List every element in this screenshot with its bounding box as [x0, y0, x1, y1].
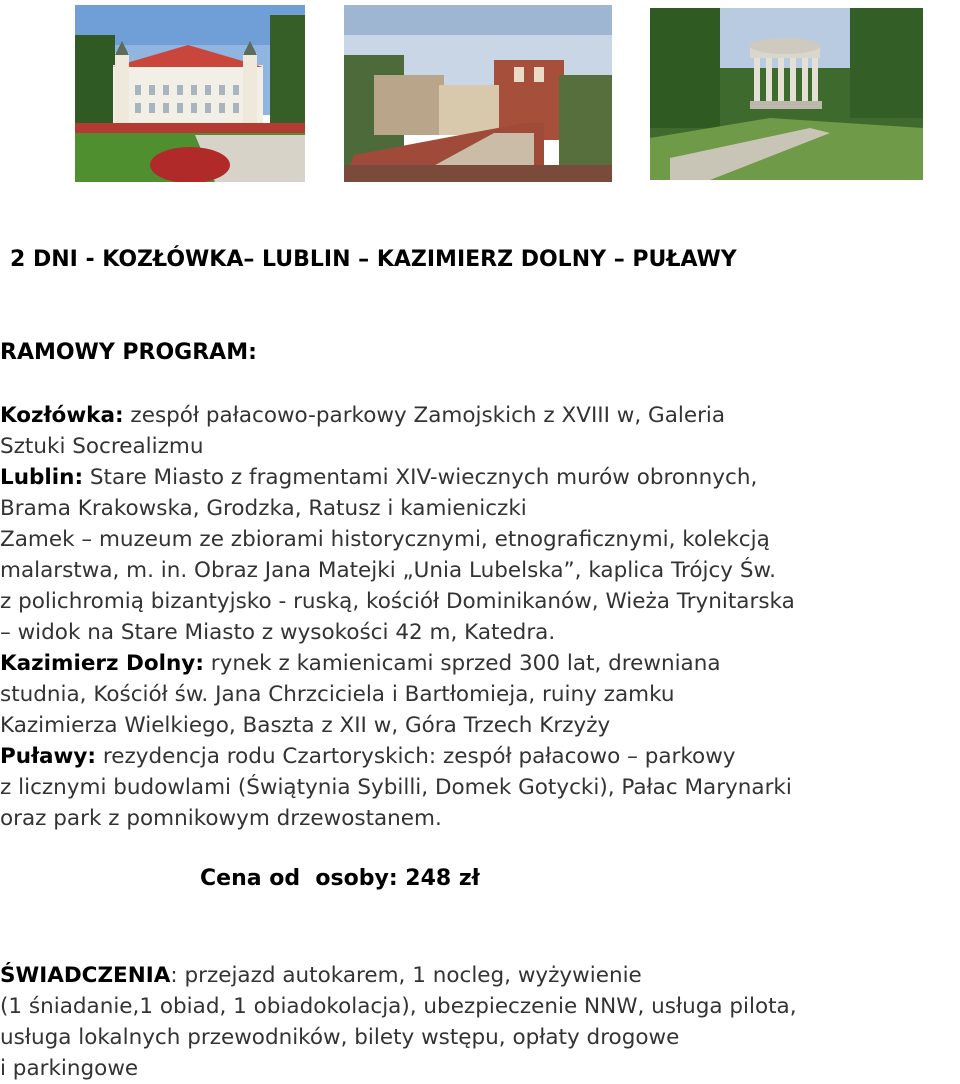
place-label: Puławy:	[0, 744, 97, 769]
program-line: studnia, Kościół św. Jana Chrzciciela i Bartłomieja, ruiny zamku	[0, 682, 675, 707]
photo-kozlowka-palace	[75, 5, 305, 182]
program-line: Zamek – muzeum ze zbiorami historycznymi, etnograficznymi, kolekcją	[0, 527, 770, 552]
services-text	[0, 960, 960, 1084]
program-line: z polichromią bizantyjsko - ruską, kościół Dominikanów, Wieża Trynitarska	[0, 589, 795, 614]
program-heading: RAMOWY PROGRAM:	[0, 340, 257, 365]
place-label: Lublin:	[0, 465, 84, 490]
place-label: Kozłówka:	[0, 403, 124, 428]
page-title: 2 DNI - KOZŁÓWKA– LUBLIN – KAZIMIERZ DOLNY – PUŁAWY	[10, 247, 737, 272]
program-line: oraz park z pomnikowym drzewostanem.	[0, 806, 442, 831]
temple-illustration	[650, 8, 923, 180]
program-line: Kazimierza Wielkiego, Baszta z XII w, Góra Trzech Krzyży	[0, 713, 611, 738]
program-line: Lublin: Stare Miasto z fragmentami XIV-wiecznych murów obronnych,	[0, 465, 758, 490]
palace-illustration	[75, 5, 305, 182]
services-heading: ŚWIADCZENIA	[0, 963, 171, 988]
services-line: ŚWIADCZENIA: przejazd autokarem, 1 nocleg, wyżywienie	[0, 963, 642, 988]
program-line: – widok na Stare Miasto z wysokości 42 m, Katedra.	[0, 620, 556, 645]
services-line: (1 śniadanie,1 obiad, 1 obiadokolacja), ubezpieczenie NNW, usługa pilota,	[0, 994, 797, 1019]
program-line: Kozłówka: zespół pałacowo-parkowy Zamojskich z XVIII w, Galeria	[0, 403, 726, 428]
services-line: usługa lokalnych przewodników, bilety wstępu, opłaty drogowe	[0, 1025, 680, 1050]
program-text	[0, 400, 960, 834]
place-label: Kazimierz Dolny:	[0, 651, 204, 676]
services-line: i parkingowe	[0, 1056, 139, 1081]
program-line: Puławy: rezydencja rodu Czartoryskich: zespół pałacowo – parkowy	[0, 744, 736, 769]
photo-lublin-old-town	[344, 5, 612, 182]
program-line: malarstwa, m. in. Obraz Jana Matejki „Unia Lubelska”, kaplica Trójcy Św.	[0, 558, 776, 583]
old-town-illustration	[344, 5, 612, 182]
program-line: Kazimierz Dolny: rynek z kamienicami sprzed 300 lat, drewniana	[0, 651, 721, 676]
program-line: Sztuki Socrealizmu	[0, 434, 204, 459]
price-label: Cena od osoby: 248 zł	[200, 866, 480, 891]
program-line: Brama Krakowska, Grodzka, Ratusz i kamieniczki	[0, 496, 527, 521]
photo-pulawy-temple	[650, 8, 923, 180]
program-line: z licznymi budowlami (Świątynia Sybilli, Domek Gotycki), Pałac Marynarki	[0, 775, 792, 800]
